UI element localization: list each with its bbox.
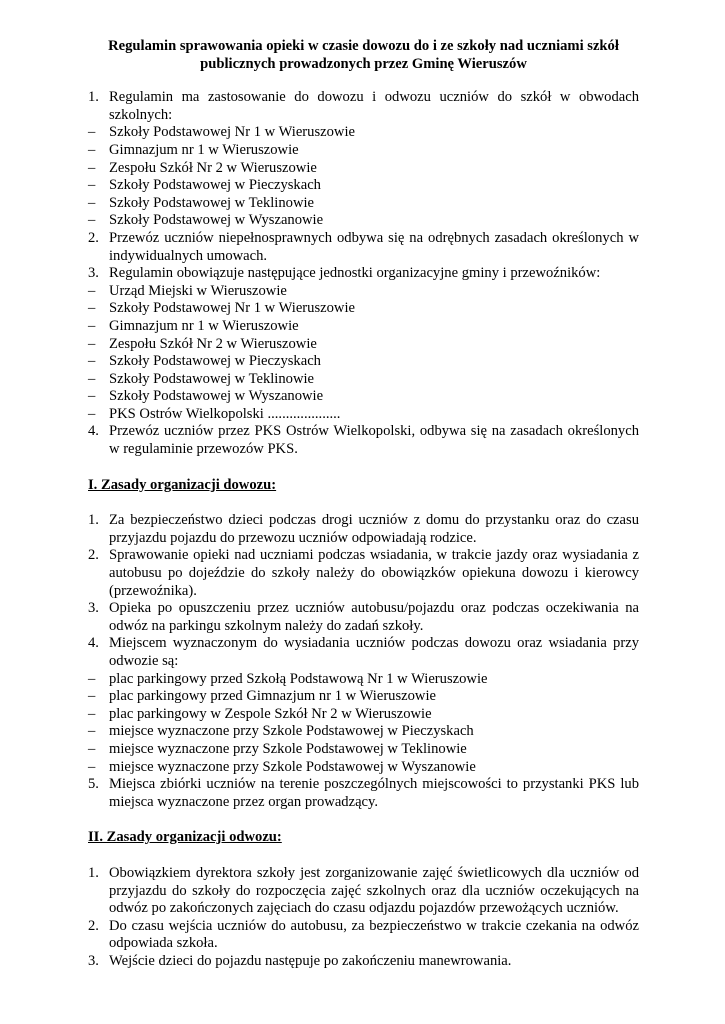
- list-item: [88, 865, 639, 918]
- dash-item-text: Zespołu Szkół Nr 2 w Wieruszowie: [109, 335, 317, 352]
- title-line-2: publicznych prowadzonych przez Gminę Wieruszów: [200, 55, 527, 72]
- item-number: 3.: [88, 265, 99, 282]
- item-text: Miejscem wyznaczonym do wysiadania uczniów podczas dowozu oraz wsiadania przy odwozie są:: [109, 635, 639, 669]
- dash-item-text: Szkoły Podstawowej w Teklinowie: [109, 370, 315, 387]
- item-number: 3.: [88, 600, 99, 617]
- dash-bullet-icon: –: [88, 370, 96, 387]
- item-number: 2.: [88, 229, 99, 246]
- dash-list: [88, 124, 639, 230]
- title-line-1: Regulamin sprawowania opieki w czasie dowozu do i ze szkoły nad uczniami szkół: [108, 38, 619, 54]
- dash-item-text: miejsce wyznaczone przy Szkole Podstawowej w Pieczyskach: [109, 723, 474, 740]
- dash-item-text: plac parkingowy przed Szkołą Podstawową Nr 1 w Wieruszowie: [109, 670, 488, 687]
- item-text: Za bezpieczeństwo dzieci podczas drogi uczniów z domu do przystanku oraz do czasu przyjazdu pojazdu do przewozu uczniów odpowiadają rodzice.: [109, 512, 639, 546]
- item-text: Obowiązkiem dyrektora szkoły jest zorganizowanie zajęć świetlicowych dla uczniów od przyjazdu do szkoły do rozpoczęcia zajęć szkolnych oraz dla uczniów oczekujących na odwóz po zakończonych zajęciach do czasu odjazdu pojazdów przewożących uczniów.: [109, 864, 639, 917]
- dash-bullet-icon: –: [88, 300, 96, 317]
- item-text: Regulamin obowiązuje następujące jednostki organizacyjne gminy i przewoźników:: [109, 265, 601, 282]
- dash-bullet-icon: –: [88, 670, 96, 687]
- dash-list-item: [88, 706, 639, 724]
- dash-item-text: plac parkingowy przed Gimnazjum nr 1 w Wieruszowie: [109, 688, 436, 705]
- dash-list-item: [88, 283, 639, 301]
- dash-bullet-icon: –: [88, 740, 96, 757]
- intro-list: [88, 89, 639, 458]
- dash-item-text: PKS Ostrów Wielkopolski ....................: [109, 405, 341, 422]
- dash-list-item: [88, 353, 639, 371]
- dash-bullet-icon: –: [88, 688, 96, 705]
- dash-list-item: [88, 318, 639, 336]
- item-number: 2.: [88, 547, 99, 564]
- list-item: [88, 600, 639, 635]
- item-text: Miejsca zbiórki uczniów na terenie poszczególnych miejscowości to przystanki PKS lub miejsca wyznaczone przez organ prowadzący.: [109, 776, 639, 810]
- dash-item-text: miejsce wyznaczone przy Szkole Podstawowej w Wyszanowie: [109, 758, 476, 775]
- dash-bullet-icon: –: [88, 723, 96, 740]
- item-number: 4.: [88, 423, 99, 440]
- document-title: [88, 38, 639, 73]
- dash-list-item: [88, 671, 639, 689]
- dash-item-text: Szkoły Podstawowej w Pieczyskach: [109, 177, 321, 194]
- dash-bullet-icon: –: [88, 317, 96, 334]
- item-number: 1.: [88, 89, 99, 106]
- dash-list: [88, 671, 639, 777]
- dash-item-text: Zespołu Szkół Nr 2 w Wieruszowie: [109, 159, 317, 176]
- dash-bullet-icon: –: [88, 405, 96, 422]
- section-1-list: [88, 512, 639, 811]
- list-item: [88, 918, 639, 953]
- dash-list-item: [88, 177, 639, 195]
- list-item: [88, 512, 639, 547]
- item-text: Do czasu wejścia uczniów do autobusu, za bezpieczeństwo w trakcie czekania na odwóz odpowiada szkoła.: [109, 917, 639, 952]
- dash-item-text: plac parkingowy w Zespole Szkół Nr 2 w Wieruszowie: [109, 705, 432, 722]
- item-text: Sprawowanie opieki nad uczniami podczas wsiadania, w trakcie jazdy oraz wysiadania z autobusu po dojeździe do szkoły należy do obowiązków opiekuna dowozu i kierowcy (przewoźnika).: [109, 547, 639, 599]
- dash-list-item: [88, 124, 639, 142]
- list-item: [88, 423, 639, 458]
- dash-item-text: miejsce wyznaczone przy Szkole Podstawowej w Teklinowie: [109, 740, 467, 757]
- list-item: [88, 547, 639, 600]
- list-item: [88, 776, 639, 811]
- dash-bullet-icon: –: [88, 212, 96, 229]
- dash-list-item: [88, 688, 639, 706]
- dash-bullet-icon: –: [88, 335, 96, 352]
- item-text: Przewóz uczniów przez PKS Ostrów Wielkopolski, odbywa się na zasadach określonych w regulaminie przewozów PKS.: [109, 423, 639, 458]
- item-number: 3.: [88, 952, 99, 969]
- item-text: Regulamin ma zastosowanie do dowozu i odwozu uczniów do szkół w obwodach szkolnych:: [109, 89, 639, 123]
- dash-list: [88, 283, 639, 424]
- item-number: 5.: [88, 776, 99, 793]
- item-text: Wejście dzieci do pojazdu następuje po zakończeniu manewrowania.: [109, 952, 512, 969]
- dash-list-item: [88, 195, 639, 213]
- item-number: 1.: [88, 864, 99, 881]
- section-1-heading: I. Zasady organizacji dowozu:: [88, 476, 277, 493]
- dash-bullet-icon: –: [88, 282, 96, 299]
- dash-item-text: Szkoły Podstawowej w Pieczyskach: [109, 353, 321, 370]
- section-2-list: [88, 865, 639, 971]
- item-number: 1.: [88, 512, 99, 529]
- dash-item-text: Szkoły Podstawowej w Teklinowie: [109, 194, 315, 211]
- dash-bullet-icon: –: [88, 705, 96, 722]
- list-item: [88, 265, 639, 423]
- list-item: [88, 953, 639, 971]
- dash-item-text: Szkoły Podstawowej w Wyszanowie: [109, 212, 324, 229]
- section-2-heading: II. Zasady organizacji odwozu:: [88, 829, 282, 846]
- item-text: Opieka po opuszczeniu przez uczniów autobusu/pojazdu oraz podczas oczekiwania na odwóz na parkingu szkolnym należy do zadań szkoły.: [109, 600, 639, 634]
- dash-item-text: Szkoły Podstawowej w Wyszanowie: [109, 388, 324, 405]
- dash-item-text: Szkoły Podstawowej Nr 1 w Wieruszowie: [109, 124, 355, 141]
- dash-list-item: [88, 336, 639, 354]
- item-number: 4.: [88, 635, 99, 652]
- item-number: 2.: [88, 917, 99, 934]
- list-item: [88, 230, 639, 265]
- dash-item-text: Szkoły Podstawowej Nr 1 w Wieruszowie: [109, 300, 355, 317]
- dash-bullet-icon: –: [88, 353, 96, 370]
- dash-bullet-icon: –: [88, 159, 96, 176]
- dash-list-item: [88, 388, 639, 406]
- dash-list-item: [88, 160, 639, 178]
- dash-bullet-icon: –: [88, 758, 96, 775]
- dash-list-item: [88, 371, 639, 389]
- dash-list-item: [88, 142, 639, 160]
- dash-bullet-icon: –: [88, 194, 96, 211]
- dash-item-text: Gimnazjum nr 1 w Wieruszowie: [109, 317, 299, 334]
- dash-list-item: [88, 212, 639, 230]
- list-item: [88, 89, 639, 230]
- dash-item-text: Urząd Miejski w Wieruszowie: [109, 282, 287, 299]
- dash-list-item: [88, 741, 639, 759]
- dash-bullet-icon: –: [88, 141, 96, 158]
- dash-bullet-icon: –: [88, 124, 96, 141]
- dash-list-item: [88, 406, 639, 424]
- dash-item-text: Gimnazjum nr 1 w Wieruszowie: [109, 141, 299, 158]
- dash-bullet-icon: –: [88, 177, 96, 194]
- dash-bullet-icon: –: [88, 388, 96, 405]
- dash-list-item: [88, 759, 639, 777]
- list-item: [88, 635, 639, 776]
- dash-list-item: [88, 300, 639, 318]
- item-text: Przewóz uczniów niepełnosprawnych odbywa się na odrębnych zasadach określonych w indywidualnych umowach.: [109, 229, 639, 264]
- dash-list-item: [88, 723, 639, 741]
